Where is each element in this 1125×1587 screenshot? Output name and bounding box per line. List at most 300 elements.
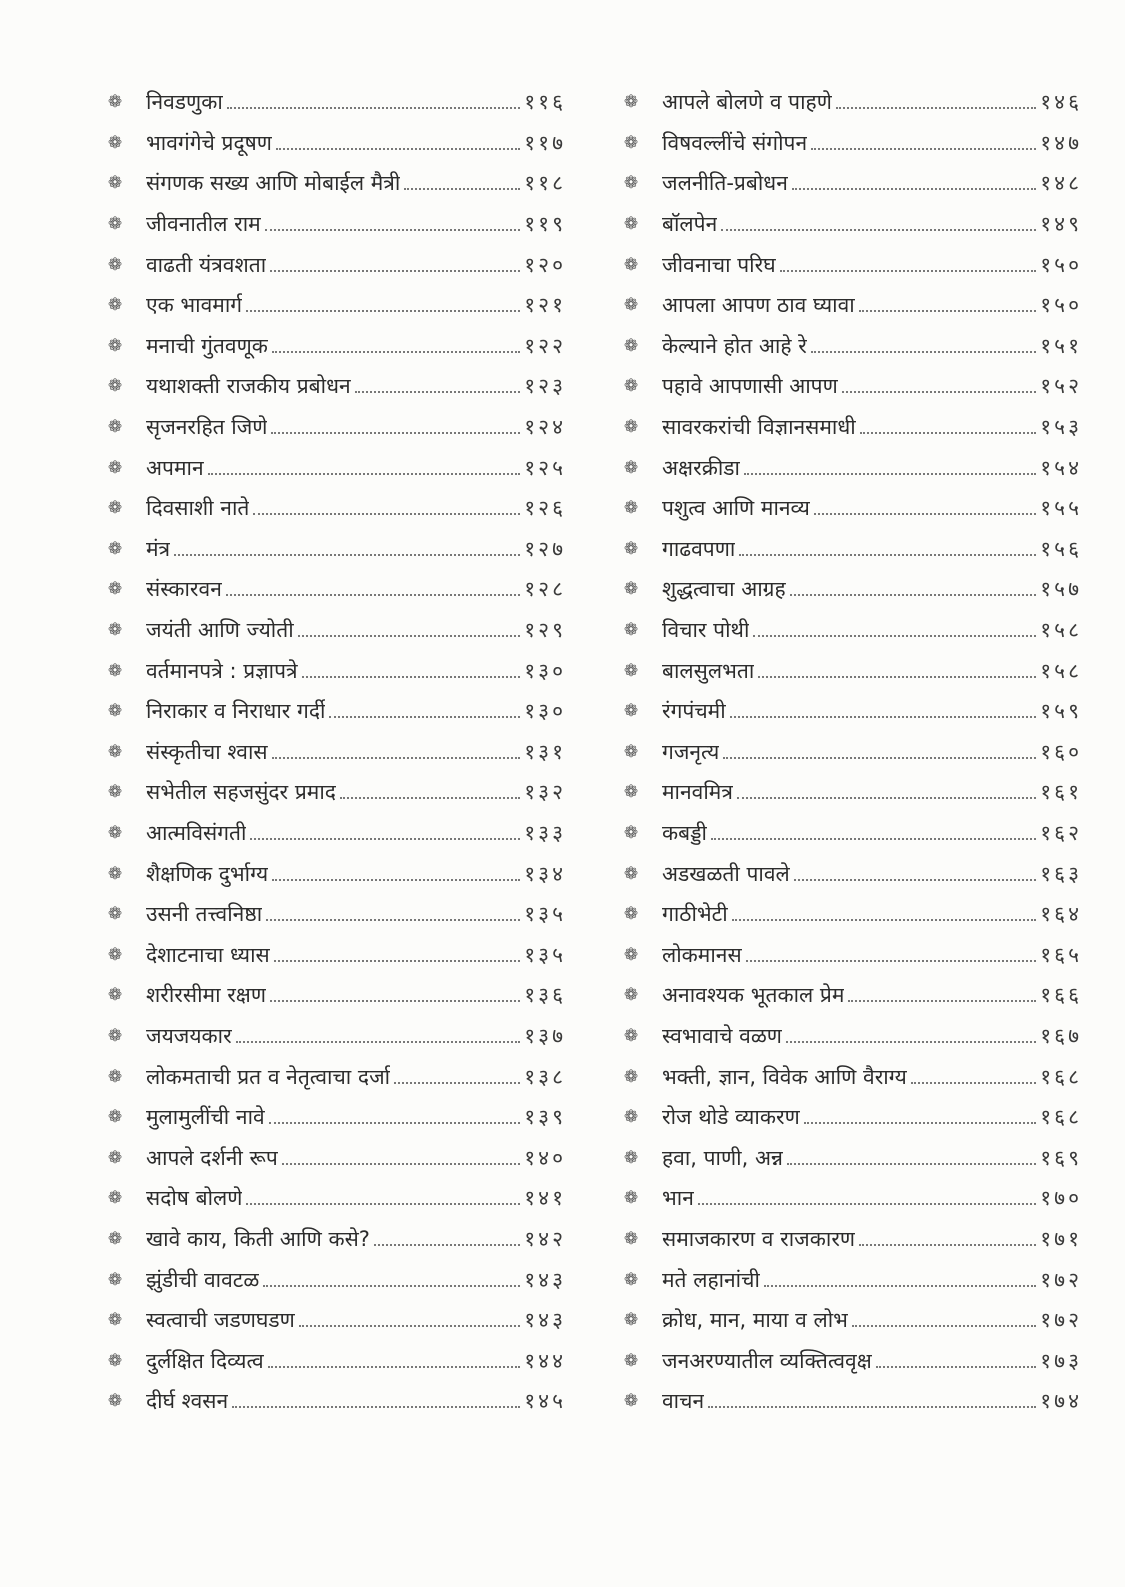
toc-entry-page-number: १५२ [1040, 374, 1082, 399]
toc-entry-title: केल्याने होत आहे रे [662, 333, 807, 358]
dot-leader [276, 148, 520, 150]
toc-entry-page-number: १४७ [1040, 130, 1082, 155]
flower-bullet-icon: ❁ [107, 660, 123, 681]
flower-bullet-icon: ❁ [623, 417, 639, 438]
dot-leader [721, 229, 1036, 231]
dot-leader [814, 513, 1036, 515]
dot-leader [758, 676, 1036, 678]
toc-entry [620, 975, 1082, 1016]
flower-bullet-icon: ❁ [623, 782, 639, 803]
toc-entry-page-number: १७० [1040, 1186, 1082, 1211]
flower-bullet-icon: ❁ [623, 1107, 639, 1128]
dot-leader [792, 188, 1036, 190]
dot-leader [711, 838, 1036, 840]
flower-bullet-icon: ❁ [107, 985, 123, 1006]
toc-entry-title: जीवनातील राम [146, 212, 261, 237]
dot-leader [753, 635, 1036, 637]
toc-entry-title: वर्तमानपत्रे : प्रज्ञापत्रे [146, 658, 298, 683]
dot-leader [270, 270, 520, 272]
toc-entry-page-number: १३६ [524, 983, 566, 1008]
toc-entry-page-number: १५७ [1040, 577, 1082, 602]
toc-entry-title: यथाशक्ती राजकीय प्रबोधन [146, 374, 351, 399]
toc-entry [104, 529, 566, 570]
dot-leader [329, 716, 520, 718]
toc-entry-page-number: ११८ [524, 171, 566, 196]
toc-entry [620, 1381, 1082, 1422]
flower-bullet-icon: ❁ [623, 579, 639, 600]
flower-bullet-icon: ❁ [623, 132, 639, 153]
flower-bullet-icon: ❁ [623, 1391, 639, 1412]
flower-bullet-icon: ❁ [623, 498, 639, 519]
toc-entry-title: निवडणुका [146, 90, 223, 115]
toc-entry-title: जीवनाचा परिघ [662, 252, 776, 277]
flower-bullet-icon: ❁ [107, 1228, 123, 1249]
toc-entry-title: गजनृत्य [662, 739, 720, 764]
dot-leader [708, 1406, 1036, 1408]
dot-leader [811, 351, 1036, 353]
flower-bullet-icon: ❁ [623, 1147, 639, 1168]
toc-entry [620, 569, 1082, 610]
toc-entry [104, 772, 566, 813]
flower-bullet-icon: ❁ [107, 782, 123, 803]
flower-bullet-icon: ❁ [107, 863, 123, 884]
dot-leader [394, 1082, 520, 1084]
toc-entry-page-number: १६१ [1040, 780, 1082, 805]
toc-entry [620, 1137, 1082, 1178]
toc-entry-title: समाजकारण व राजकारण [662, 1226, 856, 1251]
flower-bullet-icon: ❁ [107, 132, 123, 153]
toc-entry-page-number: १६८ [1040, 1105, 1082, 1130]
toc-entry [104, 1300, 566, 1341]
toc-entry-title: एक भावमार्ग [146, 293, 243, 318]
flower-bullet-icon: ❁ [623, 376, 639, 397]
dot-leader [848, 1000, 1036, 1002]
toc-entry [620, 1340, 1082, 1381]
toc-entry [104, 447, 566, 488]
toc-entry-title: जयंती आणि ज्योती [146, 618, 294, 643]
toc-entry-title: शरीरसीमा रक्षण [146, 983, 267, 1008]
flower-bullet-icon: ❁ [107, 1025, 123, 1046]
flower-bullet-icon: ❁ [107, 335, 123, 356]
toc-entry-title: लोकमानस [662, 942, 742, 967]
flower-bullet-icon: ❁ [107, 376, 123, 397]
dot-leader [272, 757, 521, 759]
toc-entry-title: देशाटनाचा ध्यास [146, 942, 270, 967]
toc-entry [104, 569, 566, 610]
dot-leader [274, 960, 521, 962]
toc-entry [620, 366, 1082, 407]
dot-leader [226, 594, 520, 596]
toc-entry [620, 529, 1082, 570]
flower-bullet-icon: ❁ [107, 741, 123, 762]
dot-leader [236, 1041, 521, 1043]
flower-bullet-icon: ❁ [107, 822, 123, 843]
toc-entry [620, 488, 1082, 529]
toc-entry-page-number: १६८ [1040, 1064, 1082, 1089]
toc-entry-page-number: १२२ [524, 333, 566, 358]
flower-bullet-icon: ❁ [623, 1188, 639, 1209]
toc-entry-page-number: १२४ [524, 415, 566, 440]
toc-entry [104, 244, 566, 285]
toc-entry-page-number: १२९ [524, 618, 566, 643]
toc-entry [620, 1259, 1082, 1300]
dot-leader [786, 1041, 1036, 1043]
flower-bullet-icon: ❁ [107, 1310, 123, 1331]
toc-entry-title: निराकार व निराधार गर्दी [146, 699, 326, 724]
dot-leader [246, 1203, 520, 1205]
flower-bullet-icon: ❁ [623, 741, 639, 762]
toc-entry-title: गाठीभेटी [662, 902, 728, 927]
toc-entry-title: रोज थोडे व्याकरण [662, 1105, 800, 1130]
dot-leader [746, 960, 1037, 962]
flower-bullet-icon: ❁ [107, 904, 123, 925]
toc-entry [620, 204, 1082, 245]
toc-entry-page-number: १५० [1040, 293, 1082, 318]
dot-leader [811, 148, 1036, 150]
dot-leader [250, 838, 520, 840]
flower-bullet-icon: ❁ [623, 295, 639, 316]
toc-entry-page-number: १४८ [1040, 171, 1082, 196]
toc-entry-page-number: १४१ [524, 1186, 566, 1211]
dot-leader [911, 1082, 1036, 1084]
toc-entry-title: आपले बोलणे व पाहणे [662, 90, 832, 115]
toc-entry-title: बॉलपेन [662, 212, 718, 237]
toc-entry-page-number: १२५ [524, 455, 566, 480]
toc-entry-page-number: १३३ [524, 820, 566, 845]
flower-bullet-icon: ❁ [107, 1188, 123, 1209]
toc-entry-title: झुंडीची वावटळ [146, 1267, 260, 1292]
toc-entry-page-number: १२६ [524, 496, 566, 521]
toc-entry-page-number: १५६ [1040, 536, 1082, 561]
flower-bullet-icon: ❁ [623, 1350, 639, 1371]
toc-entry-page-number: १२० [524, 252, 566, 277]
toc-entry-page-number: १३७ [524, 1023, 566, 1048]
flower-bullet-icon: ❁ [623, 214, 639, 235]
dot-leader [282, 1163, 520, 1165]
toc-entry-title: सावरकरांची विज्ञानसमाधी [662, 415, 856, 440]
toc-entry-page-number: १३९ [524, 1105, 566, 1130]
flower-bullet-icon: ❁ [623, 620, 639, 641]
dot-leader [842, 391, 1036, 393]
flower-bullet-icon: ❁ [107, 173, 123, 194]
toc-entry-page-number: १४५ [524, 1389, 566, 1414]
toc-entry-title: मुलामुलींची नावे [146, 1105, 265, 1130]
toc-entry [620, 1056, 1082, 1097]
toc-entry-page-number: १६४ [1040, 902, 1082, 927]
flower-bullet-icon: ❁ [107, 498, 123, 519]
toc-entry-title: अडखळती पावले [662, 861, 790, 886]
dot-leader [780, 270, 1037, 272]
flower-bullet-icon: ❁ [107, 538, 123, 559]
toc-entry [620, 853, 1082, 894]
dot-leader [299, 1325, 520, 1327]
dot-leader [270, 1000, 520, 1002]
toc-entry-title: संगणक सख्य आणि मोबाईल मैत्री [146, 171, 401, 196]
toc-entry-page-number: १५० [1040, 252, 1082, 277]
toc-entry-title: हवा, पाणी, अन्न [662, 1145, 783, 1170]
toc-entry [620, 894, 1082, 935]
dot-leader [744, 473, 1036, 475]
toc-entry [620, 691, 1082, 732]
toc-entry-title: सभेतील सहजसुंदर प्रमाद [146, 780, 336, 805]
toc-left-column [104, 82, 566, 1422]
toc-entry [104, 1340, 566, 1381]
toc-entry-page-number: १३० [524, 658, 566, 683]
toc-entry-page-number: १२७ [524, 536, 566, 561]
toc-entry-page-number: १४३ [524, 1308, 566, 1333]
dot-leader [698, 1203, 1036, 1205]
dot-leader [804, 1122, 1036, 1124]
toc-entry-title: दुर्लक्षित दिव्यत्व [146, 1348, 264, 1373]
toc-entry-title: गाढवपणा [662, 536, 736, 561]
toc-entry-title: आत्मविसंगती [146, 820, 247, 845]
dot-leader [859, 310, 1037, 312]
toc-entry-title: आपला आपण ठाव घ्यावा [662, 293, 855, 318]
toc-entry [620, 772, 1082, 813]
dot-leader [271, 432, 520, 434]
dot-leader [764, 1285, 1036, 1287]
dot-leader [739, 554, 1036, 556]
toc-entry [104, 326, 566, 367]
toc-entry-title: अपमान [146, 455, 204, 480]
flower-bullet-icon: ❁ [623, 1269, 639, 1290]
toc-entry-page-number: १३८ [524, 1064, 566, 1089]
dot-leader [790, 594, 1037, 596]
flower-bullet-icon: ❁ [623, 822, 639, 843]
toc-entry-page-number: १६५ [1040, 942, 1082, 967]
dot-leader [272, 879, 520, 881]
dot-leader [263, 1285, 520, 1287]
toc-entry [104, 163, 566, 204]
toc-entry-title: आपले दर्शनी रूप [146, 1145, 278, 1170]
toc-entry [620, 1219, 1082, 1260]
dot-leader [787, 1163, 1036, 1165]
toc-entry-title: भक्ती, ज्ञान, विवेक आणि वैराग्य [662, 1064, 907, 1089]
toc-entry [620, 1178, 1082, 1219]
toc-entry-page-number: १५१ [1040, 333, 1082, 358]
flower-bullet-icon: ❁ [623, 173, 639, 194]
flower-bullet-icon: ❁ [623, 701, 639, 722]
toc-entry-page-number: ११९ [524, 212, 566, 237]
toc-entry [104, 1178, 566, 1219]
flower-bullet-icon: ❁ [107, 1269, 123, 1290]
toc-entry-page-number: १५९ [1040, 699, 1082, 724]
toc-entry [620, 82, 1082, 123]
dot-leader [174, 554, 520, 556]
toc-entry-title: शुद्धत्वाचा आग्रह [662, 577, 786, 602]
toc-entry-page-number: १४९ [1040, 212, 1082, 237]
flower-bullet-icon: ❁ [107, 1391, 123, 1412]
toc-entry [104, 1097, 566, 1138]
toc-entry [104, 488, 566, 529]
toc-right-column [620, 82, 1082, 1422]
toc-entry [104, 691, 566, 732]
toc-entry-page-number: १५४ [1040, 455, 1082, 480]
toc-entry [620, 934, 1082, 975]
toc-entry [104, 975, 566, 1016]
toc-entry [620, 1016, 1082, 1057]
toc-entry-title: खावे काय, किती आणि कसे? [146, 1226, 370, 1251]
flower-bullet-icon: ❁ [107, 701, 123, 722]
dot-leader [302, 676, 521, 678]
toc-entry [620, 326, 1082, 367]
toc-entry [620, 123, 1082, 164]
toc-entry-title: स्वभावाचे वळण [662, 1023, 782, 1048]
toc-entry-title: उसनी तत्त्वनिष्ठा [146, 902, 263, 927]
toc-entry-title: पहावे आपणासी आपण [662, 374, 838, 399]
dot-leader [232, 1406, 520, 1408]
toc-entry-title: जनअरण्यातील व्यक्तित्ववृक्ष [662, 1348, 872, 1373]
flower-bullet-icon: ❁ [107, 457, 123, 478]
flower-bullet-icon: ❁ [107, 579, 123, 600]
dot-leader [253, 513, 520, 515]
toc-entry-title: क्रोध, मान, माया व लोभ [662, 1308, 848, 1333]
toc-entry [104, 1056, 566, 1097]
toc-entry-title: मते लहानांची [662, 1267, 760, 1292]
toc-entry-title: मनाची गुंतवणूक [146, 333, 268, 358]
toc-entry [104, 813, 566, 854]
dot-leader [268, 1366, 521, 1368]
toc-entry [104, 894, 566, 935]
toc-entry-title: बालसुलभता [662, 658, 755, 683]
toc-entry-page-number: १३५ [524, 942, 566, 967]
toc-entry-title: मंत्र [146, 536, 171, 561]
toc-entry [104, 366, 566, 407]
flower-bullet-icon: ❁ [107, 1147, 123, 1168]
toc-entry-title: संस्कृतीचा श्वास [146, 739, 268, 764]
flower-bullet-icon: ❁ [107, 295, 123, 316]
toc-entry-title: विषवल्लींचे संगोपन [662, 130, 808, 155]
flower-bullet-icon: ❁ [107, 620, 123, 641]
toc-entry-page-number: १६३ [1040, 861, 1082, 886]
toc-entry [104, 1259, 566, 1300]
toc-entry-title: अक्षरक्रीडा [662, 455, 740, 480]
flower-bullet-icon: ❁ [623, 863, 639, 884]
dot-leader [723, 757, 1036, 759]
flower-bullet-icon: ❁ [623, 944, 639, 965]
toc-entry [104, 853, 566, 894]
toc-entry [620, 407, 1082, 448]
toc-entry-title: जलनीति-प्रबोधन [662, 171, 788, 196]
toc-entry-title: रंगपंचमी [662, 699, 726, 724]
toc-entry-page-number: १४४ [524, 1348, 566, 1373]
flower-bullet-icon: ❁ [107, 1350, 123, 1371]
toc-entry-title: दीर्घ श्वसन [146, 1389, 229, 1414]
toc-entry-page-number: १६२ [1040, 820, 1082, 845]
toc-entry [620, 813, 1082, 854]
dot-leader [404, 188, 520, 190]
dot-leader [859, 1244, 1036, 1246]
toc-entry [620, 1097, 1082, 1138]
dot-leader [340, 797, 520, 799]
toc-entry [620, 650, 1082, 691]
dot-leader [355, 391, 521, 393]
toc-entry [104, 1137, 566, 1178]
dot-leader [836, 107, 1036, 109]
dot-leader [272, 351, 520, 353]
flower-bullet-icon: ❁ [623, 335, 639, 356]
dot-leader [246, 310, 520, 312]
toc-entry [104, 610, 566, 651]
toc-entry [104, 934, 566, 975]
toc-entry [104, 1381, 566, 1422]
flower-bullet-icon: ❁ [623, 92, 639, 113]
toc-entry [620, 285, 1082, 326]
toc-entry [620, 610, 1082, 651]
flower-bullet-icon: ❁ [623, 538, 639, 559]
toc-entry-page-number: १५८ [1040, 618, 1082, 643]
toc-entry [104, 204, 566, 245]
toc-entry-title: वाढती यंत्रवशता [146, 252, 267, 277]
flower-bullet-icon: ❁ [107, 1066, 123, 1087]
toc-entry-page-number: १२३ [524, 374, 566, 399]
toc-entry [620, 1300, 1082, 1341]
dot-leader [860, 432, 1037, 434]
toc-entry-page-number: १३२ [524, 780, 566, 805]
toc-entry-title: अनावश्यक भूतकाल प्रेम [662, 983, 845, 1008]
toc-entry [620, 447, 1082, 488]
flower-bullet-icon: ❁ [623, 660, 639, 681]
toc-entry-page-number: १४३ [524, 1267, 566, 1292]
flower-bullet-icon: ❁ [623, 1310, 639, 1331]
toc-entry-title: सदोष बोलणे [146, 1186, 243, 1211]
flower-bullet-icon: ❁ [107, 214, 123, 235]
dot-leader [266, 919, 520, 921]
toc-entry-page-number: १५५ [1040, 496, 1082, 521]
toc-entry-page-number: १५८ [1040, 658, 1082, 683]
dot-leader [298, 635, 521, 637]
dot-leader [732, 919, 1037, 921]
toc-entry-title: जयजयकार [146, 1023, 232, 1048]
toc-entry-page-number: १६९ [1040, 1145, 1082, 1170]
toc-entry [620, 163, 1082, 204]
toc-entry-title: विचार पोथी [662, 618, 750, 643]
toc-entry-page-number: १२८ [524, 577, 566, 602]
dot-leader [374, 1244, 520, 1246]
dot-leader [227, 107, 520, 109]
toc-entry-title: भावगंगेचे प्रदूषण [146, 130, 272, 155]
dot-leader [269, 1122, 521, 1124]
toc-entry-title: शैक्षणिक दुर्भाग्य [146, 861, 269, 886]
dot-leader [852, 1325, 1036, 1327]
flower-bullet-icon: ❁ [107, 92, 123, 113]
toc-entry [104, 285, 566, 326]
toc-entry-page-number: १६६ [1040, 983, 1082, 1008]
toc-entry [104, 1016, 566, 1057]
dot-leader [208, 473, 521, 475]
toc-entry-title: सृजनरहित जिणे [146, 415, 268, 440]
flower-bullet-icon: ❁ [623, 904, 639, 925]
toc-entry-page-number: १३५ [524, 902, 566, 927]
dot-leader [794, 879, 1036, 881]
toc-entry-title: स्वत्वाची जडणघडण [146, 1308, 295, 1333]
toc-entry [104, 123, 566, 164]
toc-entry-page-number: १३४ [524, 861, 566, 886]
toc-entry [104, 407, 566, 448]
toc-entry-page-number: १४२ [524, 1226, 566, 1251]
toc-entry-title: कबड्डी [662, 820, 707, 845]
toc-entry-page-number: १४० [524, 1145, 566, 1170]
toc-entry-title: वाचन [662, 1389, 705, 1414]
flower-bullet-icon: ❁ [623, 1228, 639, 1249]
dot-leader [876, 1366, 1036, 1368]
toc-entry [104, 650, 566, 691]
toc-entry-title: भान [662, 1186, 694, 1211]
toc-entry-page-number: १३१ [524, 739, 566, 764]
toc-entry-title: लोकमताची प्रत व नेतृत्वाचा दर्जा [146, 1064, 391, 1089]
flower-bullet-icon: ❁ [623, 1025, 639, 1046]
toc-entry-title: संस्कारवन [146, 577, 222, 602]
